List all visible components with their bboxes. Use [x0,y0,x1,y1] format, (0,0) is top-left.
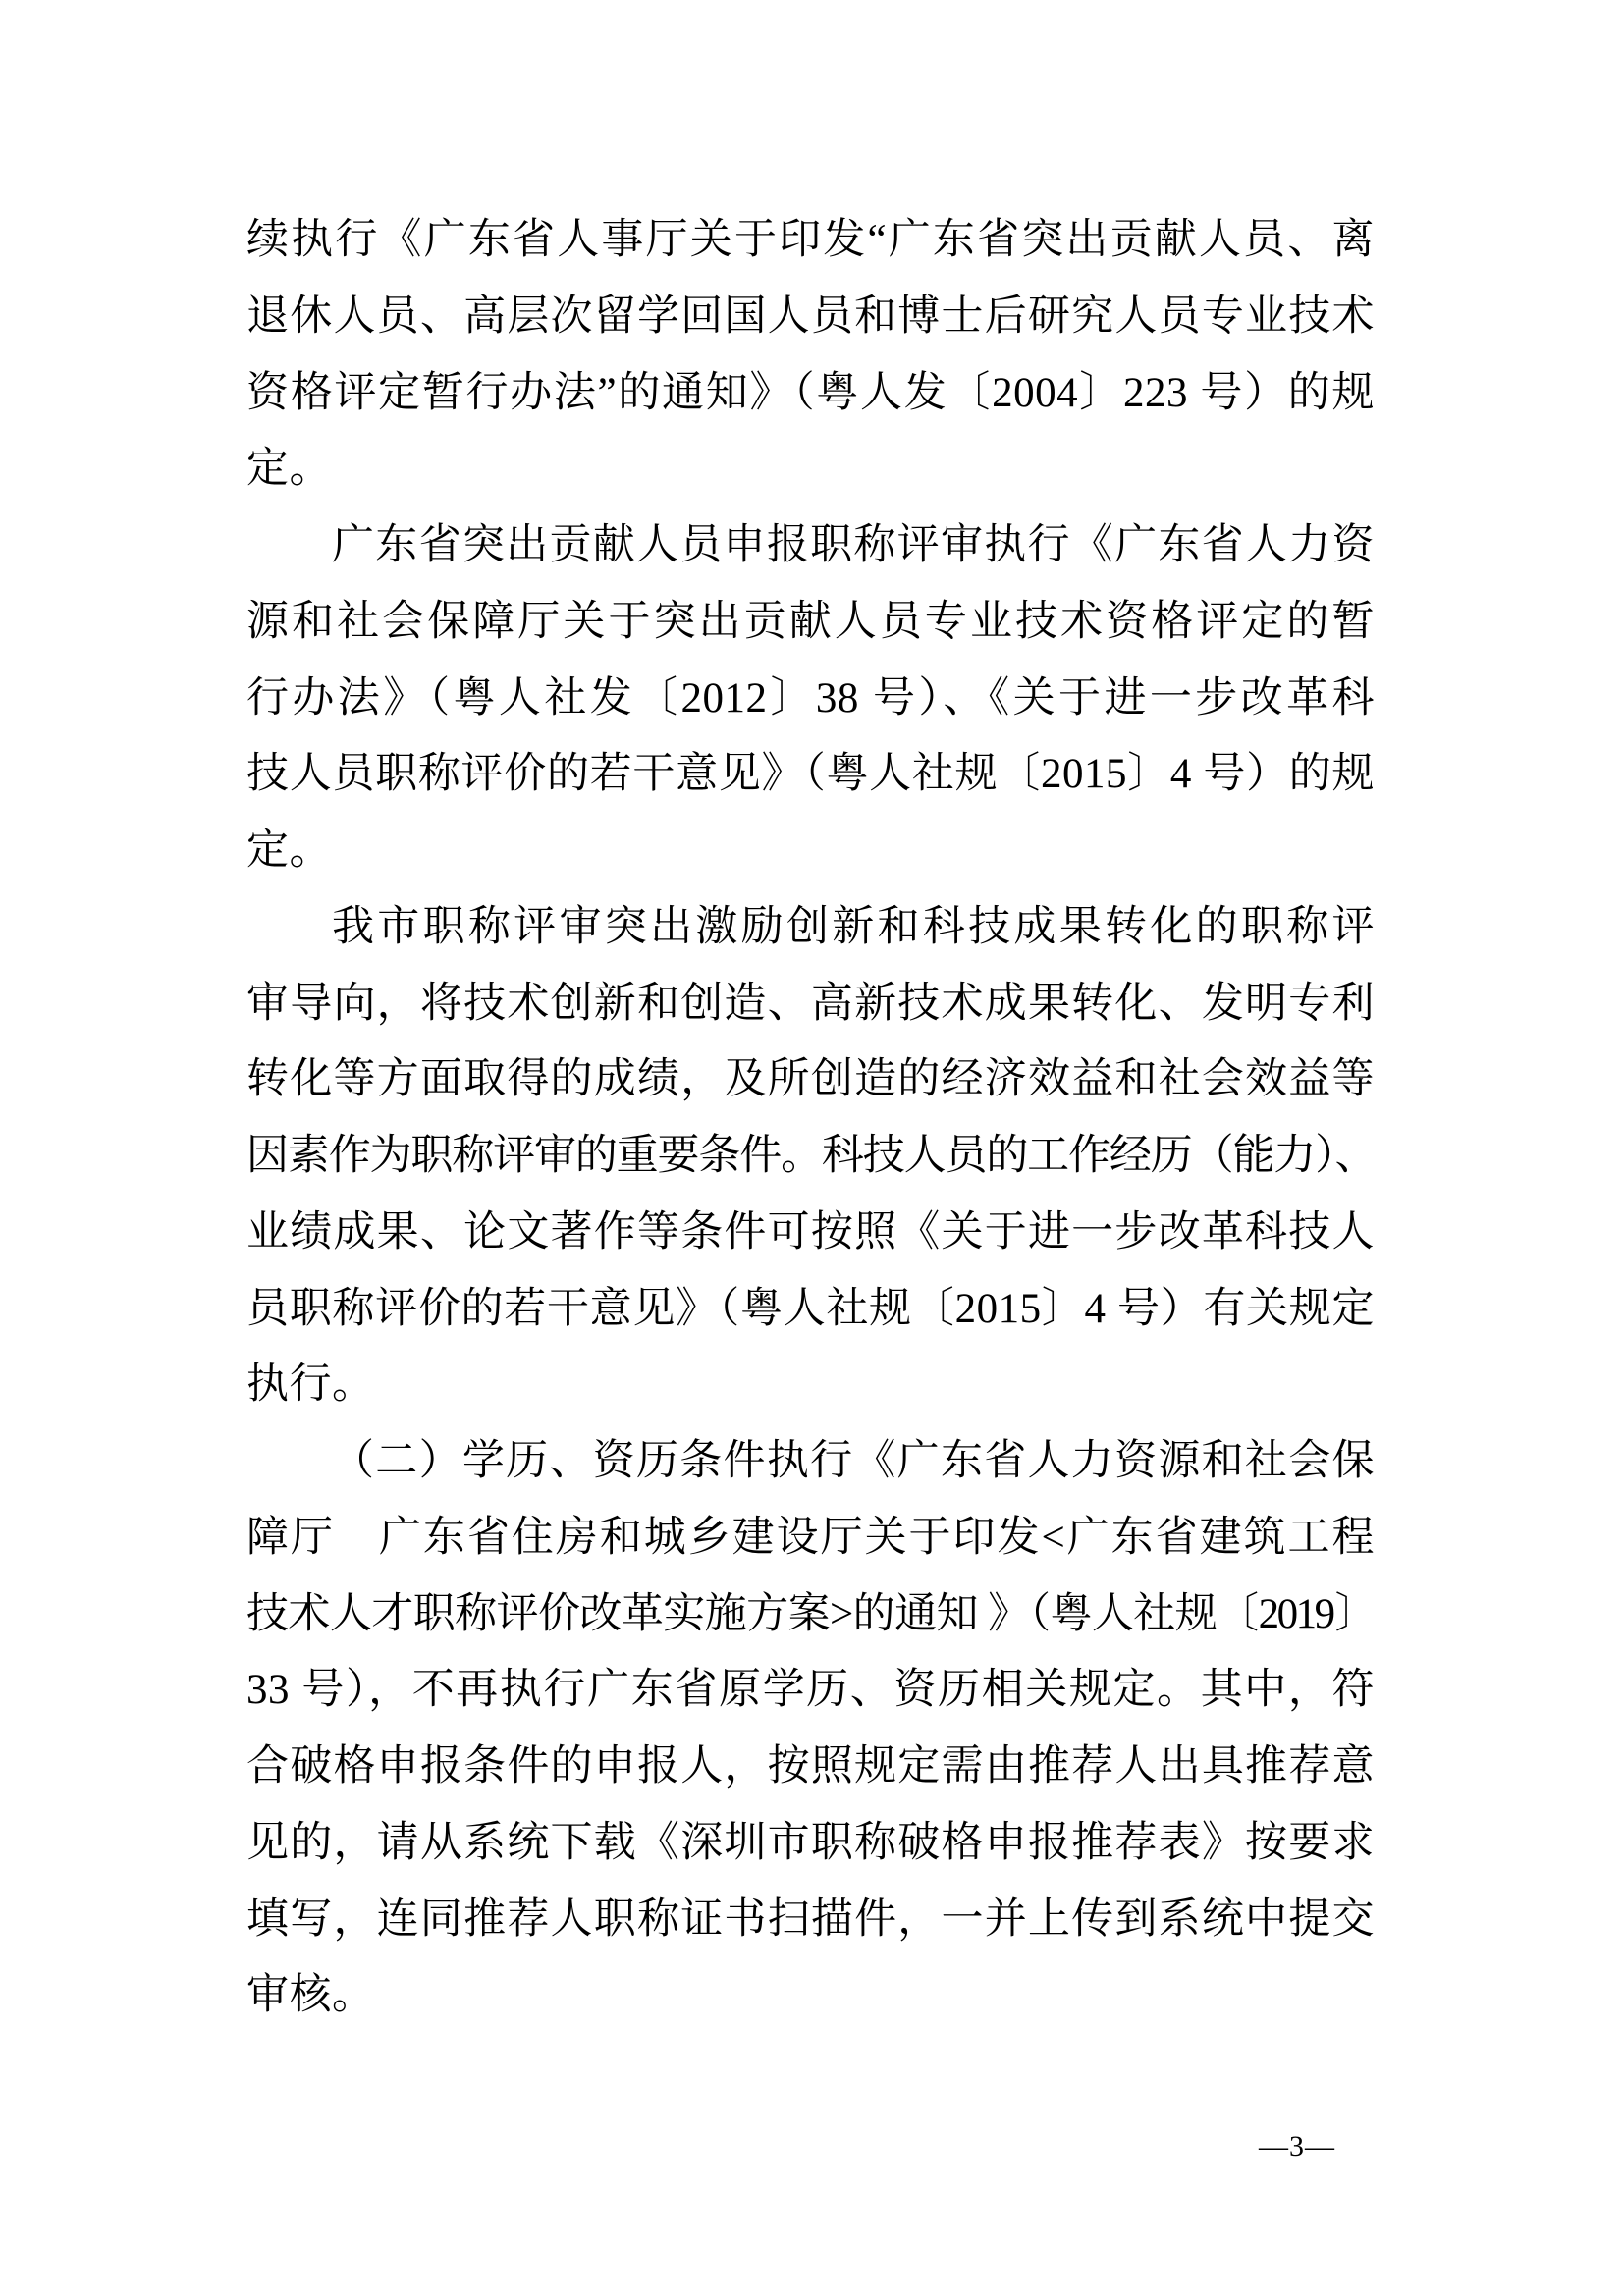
text-line: 我市职称评审突出激励创新和科技成果转化的职称评 [332,903,1375,950]
text-line: 定。 [246,828,332,874]
text-line: 定。 [246,446,332,493]
text-line: 执行。 [246,1362,375,1409]
text-line: 填写，连同推荐人职称证书扫描件，一并上传到系统中提交 [246,1896,1375,1943]
text-line: 转化等方面取得的成绩，及所创造的经济效益和社会效益等 [246,1056,1375,1103]
text-line: 续执行《广东省人事厅关于印发“广东省突出贡献人员、离 [246,217,1375,263]
text-line: 见的，请从系统下载《深圳市职称破格申报推荐表》按要求 [246,1819,1375,1866]
text-line: 员职称评价的若干意见》（粤人社规〔2015〕4 号）有关规定 [246,1285,1375,1332]
text-line: 审核。 [246,1972,375,2019]
text-line: 行办法》（粤人社发〔2012〕38 号）、《关于进一步改革科 [246,674,1375,721]
text-line: 退休人员、高层次留学回国人员和博士后研究人员专业技术 [246,293,1375,340]
text-line: 源和社会保障厅关于突出贡献人员专业技术资格评定的暂 [246,598,1375,645]
text-line: 广东省突出贡献人员申报职称评审执行《广东省人力资 [332,522,1375,568]
text-line: 障厅 广东省住房和城乡建设厅关于印发<广东省建筑工程 [246,1514,1375,1561]
text-line: （二）学历、资历条件执行《广东省人力资源和社会保 [332,1438,1375,1484]
text-line: 业绩成果、论文著作等条件可按照《关于进一步改革科技人 [246,1208,1375,1255]
text-line: 审导向，将技术创新和创造、高新技术成果转化、发明专利 [246,980,1375,1027]
text-line: 合破格申报条件的申报人，按照规定需由推荐人出具推荐意 [246,1743,1375,1789]
text-line: 33 号），不再执行广东省原学历、资历相关规定。其中，符 [246,1667,1375,1714]
text-line: 技人员职称评价的若干意见》（粤人社规〔2015〕4 号）的规 [246,751,1375,798]
body-text [246,202,1375,2034]
text-line: 因素作为职称评审的重要条件。科技人员的工作经历（能力）、 [246,1133,1375,1179]
text-line: 资格评定暂行办法”的通知》（粤人发〔2004〕223 号）的规 [246,369,1375,416]
text-line: 技术人才职称评价改革实施方案>的通知 》（粤人社规〔2019〕 [246,1590,1376,1637]
page-number: —3— [1259,2130,1335,2163]
